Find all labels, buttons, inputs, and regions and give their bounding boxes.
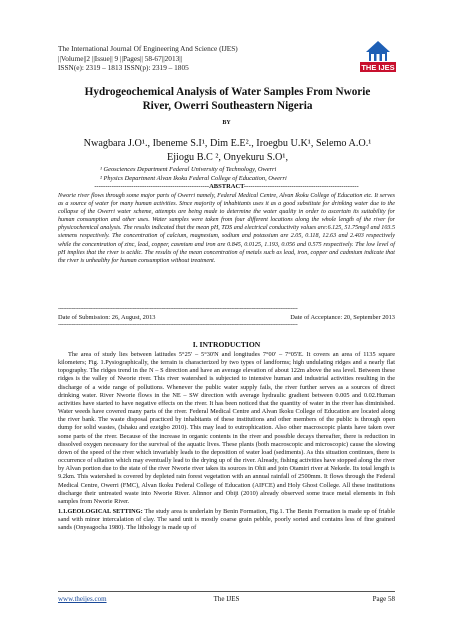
footer-website-link[interactable]: www.theijes.com — [58, 595, 107, 603]
footer-page-number: Page 58 — [372, 595, 395, 603]
affiliations — [100, 166, 400, 183]
date-of-submission: Date of Submission: 26, August, 2013 — [58, 314, 156, 321]
authors-line-1: Nwagbara J.O¹., Ibeneme S.I¹, Dim E.E²., Iroegbu U.K¹, Selemo A.O.¹ — [83, 138, 372, 149]
divider-top: --------------------------------------------------------------------------------------------------------------------------------------------- — [58, 306, 298, 312]
ijes-logo-icon — [358, 38, 398, 74]
divider-bottom: --------------------------------------------------------------------------------------------------------------------------------------------- — [58, 322, 298, 328]
author-list — [40, 137, 415, 164]
subsection-heading: 1.1.GEOLOGICAL SETTING: — [58, 507, 143, 515]
date-of-acceptance: Date of Acceptance: 20, September 2013 — [290, 314, 395, 321]
journal-logo — [358, 38, 398, 74]
affiliation-1: ¹ Geosciences Department Federal University of Technology, Owerri — [100, 166, 277, 173]
by-label: BY — [222, 120, 231, 126]
abstract-text: Nworie river flows through some major parts of Owerri namely, Federal Medical Centre, Alvan Ikoku College of Education etc. It serves as a source of water for many human activities. Since majority of inhabitants uses it as a good substitute for drinking water due to the collapse of the Owerri water scheme, attempts are being made to determine the water quality in order to ascertain its suitability for human consumption and other uses. Water samples were taken from four different locations along the whole length of the river for physicochemical analysis. The results indicated that the mean pH, TDS and electrical conductivity values are:6.125, 51.75mg/l and 103.5 siemens respectively. The concentration of calcium, magnesium, sodium and potassium are 2.05, 0.118, 12.63 and 2.403 respectively while the concentration of zinc, lead, copper, casmium and iron are 0.845, 0.0125, 1.193, 0.056 and 0.575 respectively. The low level of pH implies that the river is acidic. The results of the mean concentration of metals such as lead, iron, copper and cadmium indicate that the river is unhealthy for human consumption without treatment. — [58, 193, 395, 264]
journal-header — [58, 44, 318, 73]
section-heading: I. INTRODUCTION — [192, 340, 261, 349]
paragraph-geology-text: The study area is underlain by Benin Formation, Fig.1. The Benin Formation is made up of friable sand with minor intercalation of clay. The sand unit is mostly coarse grain pebble, poorly sorted and contains less of fine grained sands (Onyeagocha 1980). The lithology is made up of — [58, 507, 395, 532]
paragraph-introduction: The area of study lies between latitudes 5°25' – 5°30'N and longitudes 7°00' – 7°05'E. It covers an area of 1135 square kilometers; Fig. 1.Pysiographically, the terrain is characterized by two types of landforms; high undulating ridges and a nearly flat topography. The ridges trend in the N – S direction and have an average elevation of about 122m above the sea level. Between these ridges is the valley of Nworie river. This river watershed is subjected to intensive human and industrial activities resulting in the discharge of a wide range of pollutions. Whenever the public water supply fails, the river further serves as a sources of direct drinking water. River Nworie flows in the NE – SW direction with average hydraulic gradient between 0.005 and 0.02.Human activities have started to have negative effects on the river. It has been noticed that the quantity of water in the river has diminished. Water weeds have covered many parts of the river. Federal Medical Centre and Alvan Ikoku College of Education are located along the river bank. The waste disposal practiced by inhabitants of these institutions and other members of the public is through open dump for solid wastes, (Ishaku and ezeigbo 2010). This may lead to eutrophication. Also other macroscopic plants have taken over some parts of the river. Because of the increase in organic contents in the river and possible decays thereafter, there is reduction in dissolved oxygen necessary for the survival of the aquatic lives. These plants (both macroscopic and microscopic) cause the slowing down of the speed of the river which invariably leads to the deposition of water load (sediments). As this situation continues, there is occurrence of siltation which may eventually lead to the drying up of the river. Already, fishing activities have stopped along the river by Alvan portion due to the state of the river Nworie river takes its sources in Ohii and join Otamiri river at Nekede. Its total length is 9.2km. This watershed is covered by depleted rain forest vegetation with an annual rainfall of 2500mm. It flows through the Federal Medical Centre, Owerri (FMC), Alvan Ikoku Federal College of Education (AIFCE) and Holy Ghost College. All these institutions discharge their untreated waste into Nworie River. Alinnor and Obiji (2010) already observed some trace metal elements in fish samples from Nworie River. — [58, 351, 395, 505]
journal-volume: ||Volume||2 ||Issue|| 9 ||Pages|| 58-67||2013|| — [58, 53, 183, 63]
title-line-2: River, Owerri Southeastern Nigeria — [142, 100, 313, 112]
authors-line-2: Ejiogu B.C ², Onyekuru S.O¹, — [166, 151, 288, 163]
title-line-1: Hydrogeochemical Analysis of Water Samples From Nworie — [84, 86, 371, 98]
body-text — [58, 351, 395, 534]
logo-text: THE IJES — [361, 63, 395, 72]
abstract — [58, 192, 395, 265]
paper-title — [50, 85, 405, 113]
footer-divider — [58, 591, 395, 592]
paragraph-geological-setting — [58, 508, 395, 532]
footer-journal: The IJES — [213, 595, 240, 603]
journal-name: The International Journal Of Engineering And Science (IJES) — [58, 44, 238, 53]
journal-issn: ISSN(e): 2319 – 1813 ISSN(p): 2319 – 1805 — [58, 63, 189, 73]
abstract-heading: -----------------------------------------------------ABSTRACT----------------------------------------------------- — [94, 183, 359, 190]
affiliation-2: ² Physics Department Alvan Ikoku Federal College of Education, Owerri — [100, 174, 287, 182]
